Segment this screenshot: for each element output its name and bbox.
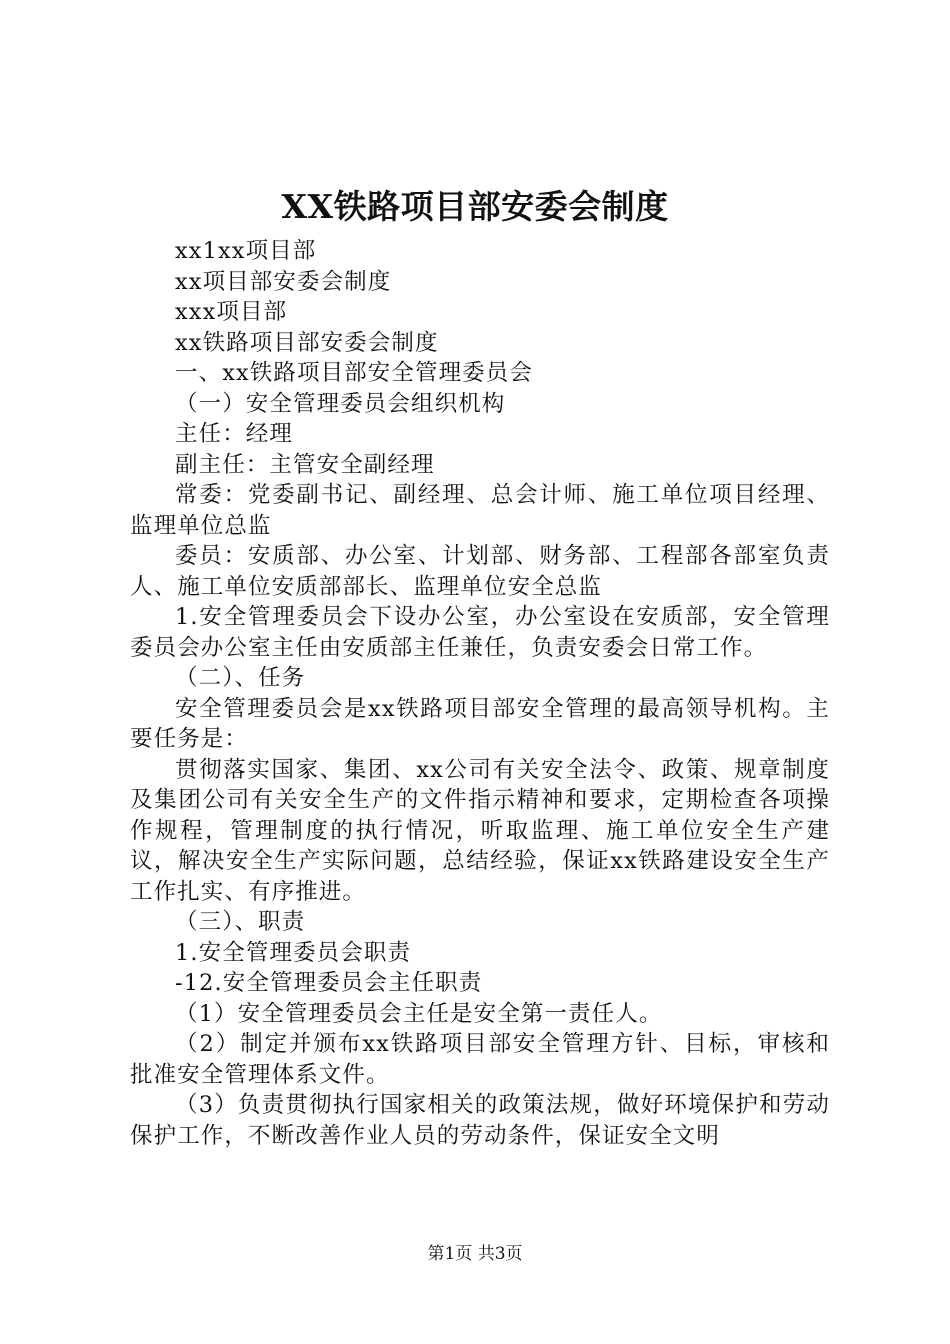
paragraph: xxx项目部 bbox=[175, 299, 288, 325]
paragraph: 委员：安质部、办公室、计划部、财务部、工程部各部室负责人、施工单位安质部部长、监理单位安全总监 bbox=[130, 543, 830, 600]
paragraph: （1）安全管理委员会主任是安全第一责任人。 bbox=[175, 1000, 663, 1027]
paragraph: 主任：经理 bbox=[175, 421, 294, 447]
section-heading: 一、xx铁路项目部安全管理委员会 bbox=[175, 360, 533, 386]
paragraph: -12.安全管理委员会主任职责 bbox=[175, 970, 483, 996]
document-title: XX铁路项目部安委会制度 bbox=[281, 187, 669, 226]
paragraph: xx铁路项目部安委会制度 bbox=[175, 329, 439, 356]
paragraph: 常委：党委副书记、副经理、总会计师、施工单位项目经理、监理单位总监 bbox=[130, 482, 830, 539]
document-body bbox=[130, 236, 830, 1151]
paragraph: 安全管理委员会是xx铁路项目部安全管理的最高领导机构。主要任务是： bbox=[130, 695, 830, 752]
page-footer: 第1页 共3页 bbox=[427, 1244, 523, 1264]
subsection-heading: （三）、职责 bbox=[175, 909, 306, 935]
paragraph: （2）制定并颁布xx铁路项目部安全管理方针、目标，审核和批准安全管理体系文件。 bbox=[130, 1031, 830, 1088]
paragraph: 副主任：主管安全副经理 bbox=[175, 451, 435, 478]
paragraph: 1.安全管理委员会下设办公室，办公室设在安质部，安全管理委员会办公室主任由安质部主任兼任，负责安委会日常工作。 bbox=[130, 604, 830, 661]
paragraph: xx项目部安委会制度 bbox=[175, 268, 392, 295]
subsection-heading: （二）、任务 bbox=[175, 665, 306, 691]
subsection-heading: （一）安全管理委员会组织机构 bbox=[175, 390, 506, 417]
paragraph: xx1xx项目部 bbox=[175, 238, 317, 264]
paragraph: （3）负责贯彻执行国家相关的政策法规，做好环境保护和劳动保护工作，不断改善作业人员的劳动条件，保证安全文明 bbox=[130, 1092, 830, 1149]
paragraph: 贯彻落实国家、集团、xx公司有关安全法令、政策、规章制度及集团公司有关安全生产的文件指示精神和要求，定期检查各项操作规程，管理制度的执行情况，听取监理、施工单位安全生产建议，解决安全生产实际问题，总结经验，保证xx铁路建设安全生产工作扎实、有序推进。 bbox=[130, 756, 830, 905]
paragraph: 1.安全管理委员会职责 bbox=[175, 939, 412, 966]
